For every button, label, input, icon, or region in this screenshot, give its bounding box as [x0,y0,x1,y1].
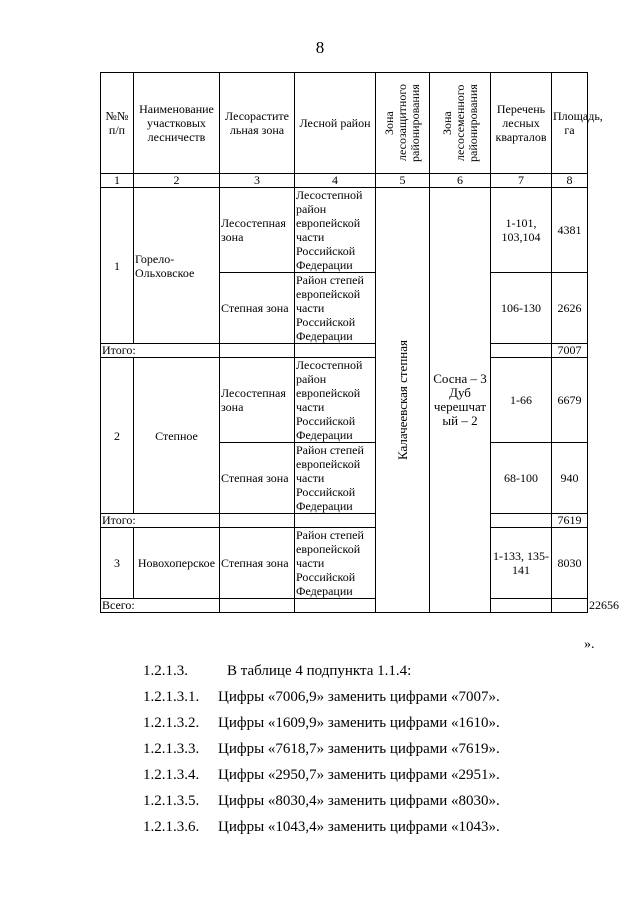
header-cell-protection-zone: Зона лесозащитного районирования [376,73,430,174]
subtotal-row [101,344,588,358]
column-number: 1 [101,174,134,188]
item-text: Цифры «1043,4» заменить цифрами «1043». [218,819,500,835]
list-item [143,713,500,739]
list-item [143,791,500,817]
quarters-list: 1-101, 103,104 [491,188,552,273]
item-text: Цифры «7006,9» заменить цифрами «7007». [218,689,500,705]
quarters-list: 106-130 [491,273,552,344]
item-number: 1.2.1.3.4. [143,767,200,783]
column-number: 2 [134,174,220,188]
column-number: 3 [220,174,295,188]
table-row [101,528,588,599]
item-number: 1.2.1.3.5. [143,793,200,809]
area-value: 2626 [552,273,588,344]
quarters-list: 1-66 [491,358,552,443]
area-value: 8030 [552,528,588,599]
item-text: Цифры «2950,7» заменить цифрами «2951». [218,767,500,783]
forest-district: Район степей европейской части Российской Федерации [295,528,376,599]
vegetation-zone: Степная зона [220,443,295,514]
row-number: 3 [101,528,134,599]
area-value: 940 [552,443,588,514]
subtotal-label: Итого: [101,514,220,528]
item-text: Цифры «7618,7» заменить цифрами «7619». [218,741,500,757]
header-cell-zone: Лесорастите льная зона [220,73,295,174]
grand-total-label: Всего: [101,599,220,613]
column-number: 8 [552,174,588,188]
list-item [143,739,500,765]
vegetation-zone: Лесостепная зона [220,188,295,273]
item-number: 1.2.1.3.2. [143,715,200,731]
list-item [143,687,500,713]
header-cell-name: Наименование участковых лесничеств [134,73,220,174]
item-text: Цифры «1609,9» заменить цифрами «1610». [218,715,500,731]
item-text: Цифры «8030,4» заменить цифрами «8030». [218,793,500,809]
table-header-row [101,73,588,174]
item-number: 1.2.1.3.3. [143,741,200,757]
forestry-name: Новохоперское [134,528,220,599]
item-number: 1.2.1.3. [143,663,188,679]
quarters-list: 1-133, 135-141 [491,528,552,599]
list-item [143,661,500,687]
item-number: 1.2.1.3.1. [143,689,200,705]
protection-zone-cell: Калачеевская степная [376,188,430,613]
row-number: 1 [101,188,134,344]
table-row [101,188,588,273]
header-cell-seed-zone: Зона лесосеменного районирования [430,73,491,174]
forestry-name: Горело-Ольховское [134,188,220,344]
forest-district: Район степей европейской части Российской Федерации [295,273,376,344]
list-item [143,817,500,843]
column-number: 4 [295,174,376,188]
area-value: 6679 [552,358,588,443]
forestry-table [100,72,619,613]
subtotal-value: 7619 [552,514,588,528]
vegetation-zone: Лесостепная зона [220,358,295,443]
header-cell-area: Площадь, га [552,73,588,174]
column-number: 5 [376,174,430,188]
table-row [101,358,588,443]
vegetation-zone: Степная зона [220,273,295,344]
column-number: 7 [491,174,552,188]
subtotal-value: 7007 [552,344,588,358]
header-cell-num: №№ п/п [101,73,134,174]
subtotal-label: Итого: [101,344,220,358]
quarters-list: 68-100 [491,443,552,514]
forest-district: Лесостепной район европейской части Российской Федерации [295,188,376,273]
item-number: 1.2.1.3.6. [143,819,200,835]
forest-district: Район степей европейской части Российской Федерации [295,443,376,514]
column-number-row [101,174,588,188]
header-cell-quarters: Перечень лесных кварталов [491,73,552,174]
column-number: 6 [430,174,491,188]
header-cell-district: Лесной район [295,73,376,174]
row-number: 2 [101,358,134,514]
vegetation-zone: Степная зона [220,528,295,599]
subtotal-row [101,514,588,528]
forest-district: Лесостепной район европейской части Российской Федерации [295,358,376,443]
seed-zone-cell: Сосна – 3 Дуб черешчат ый – 2 [430,188,491,613]
page-number: 8 [315,38,325,57]
area-value: 4381 [552,188,588,273]
amendment-list [143,661,500,843]
item-text: В таблице 4 подпункта 1.1.4: [227,663,412,679]
list-item [143,765,500,791]
grand-total-row: Всего: 22656 [102,598,619,612]
closing-quote-mark: ». [584,637,595,652]
forestry-name: Степное [134,358,220,514]
